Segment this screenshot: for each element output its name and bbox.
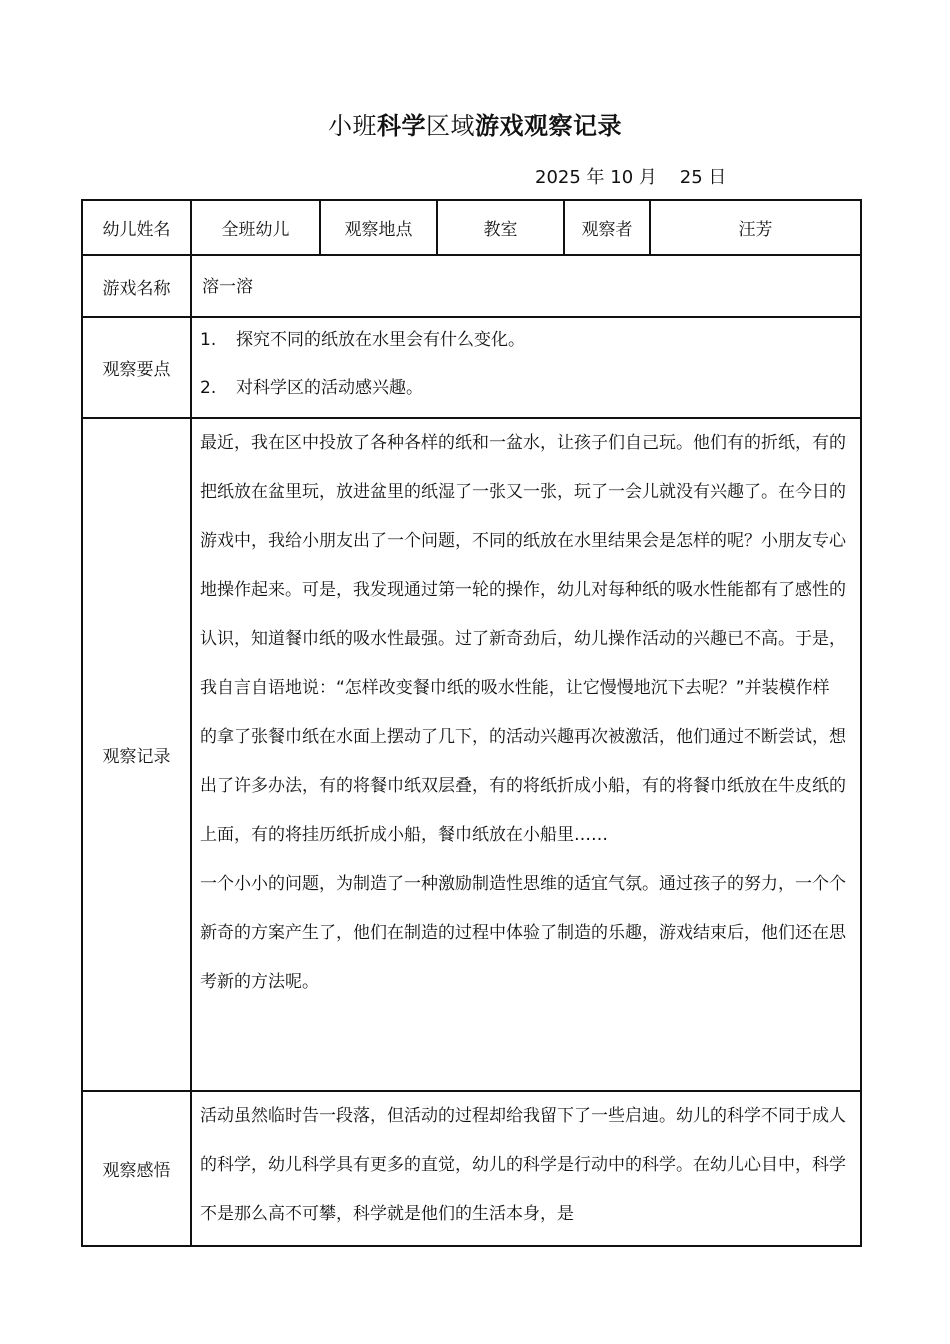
game-name-label: 游戏名称 <box>82 255 191 317</box>
record-label: 观察记录 <box>82 418 191 1091</box>
game-name-value: 溶一溶 <box>191 255 861 317</box>
title-part-4: 游戏观察记录 <box>475 112 622 140</box>
record-paragraph-1: 最近，我在区中投放了各种各样的纸和一盆水，让孩子们自己玩。他们有的折纸，有的把纸放在盆里玩，放进盆里的纸湿了一张又一张，玩了一会儿就没有兴趣了。在今日的游戏中，我给小朋友出了一个问题，不同的纸放在水里结果会是怎样的呢？小朋友专心地操作起来。可是，我发现通过第一轮的操作，幼儿对每种纸的吸水性能都有了感性的认识，知道餐巾纸的吸水性最强。过了新奇劲后，幼儿操作活动的兴趣已不高。于是，我自言自语地说：“怎样改变餐巾纸的吸水性能，让它慢慢地沉下去呢？”并装模作样的拿了张餐巾纸在水面上摆动了几下，的活动兴趣再次被激活，他们通过不断尝试，想出了许多办法，有的将餐巾纸双层叠，有的将纸折成小船，有的将餐巾纸放在牛皮纸的上面，有的将挂历纸折成小船，餐巾纸放在小船里…… <box>200 433 846 845</box>
observer-value: 汪芳 <box>650 200 861 255</box>
location-label: 观察地点 <box>320 200 437 255</box>
child-name-label: 幼儿姓名 <box>82 200 191 255</box>
key-points-label: 观察要点 <box>82 317 191 418</box>
reflection-row <box>82 1091 861 1246</box>
observer-label: 观察者 <box>564 200 650 255</box>
record-date: 2025 年 10 月 25 日 <box>535 167 727 188</box>
key-points-row <box>82 317 861 418</box>
title-part-3: 区域 <box>426 112 475 140</box>
location-value: 教室 <box>437 200 564 255</box>
list-item-number: 2. <box>200 378 217 398</box>
record-paragraph-2: 一个小小的问题，为制造了一种激励制造性思维的适宜气氛。通过孩子的努力，一个个新奇的方案产生了，他们在制造的过程中体验了制造的乐趣，游戏结束后，他们还在思考新的方法呢。 <box>200 874 846 992</box>
title-part-1: 小班 <box>328 112 377 140</box>
game-row <box>82 255 861 317</box>
title-part-2: 科学 <box>377 112 426 140</box>
key-points-list <box>191 317 861 418</box>
reflection-label: 观察感悟 <box>82 1091 191 1246</box>
page-title <box>0 106 950 141</box>
reflection-text: 活动虽然临时告一段落，但活动的过程却给我留下了一些启迪。幼儿的科学不同于成人的科学，幼儿科学具有更多的直觉，幼儿的科学是行动中的科学。在幼儿心目中，科学不是那么高不可攀，科学就是他们的生活本身，是 <box>191 1091 861 1246</box>
observation-table <box>81 199 862 1247</box>
list-item-text: 对科学区的活动感兴趣。 <box>236 378 423 398</box>
list-item <box>192 352 860 400</box>
list-item <box>192 318 860 352</box>
list-item-text: 探究不同的纸放在水里会有什么变化。 <box>236 330 525 350</box>
info-row <box>82 200 861 255</box>
list-item-number: 1. <box>200 330 217 350</box>
record-text <box>191 418 861 1091</box>
child-name-value: 全班幼儿 <box>191 200 320 255</box>
record-row <box>82 418 861 1091</box>
